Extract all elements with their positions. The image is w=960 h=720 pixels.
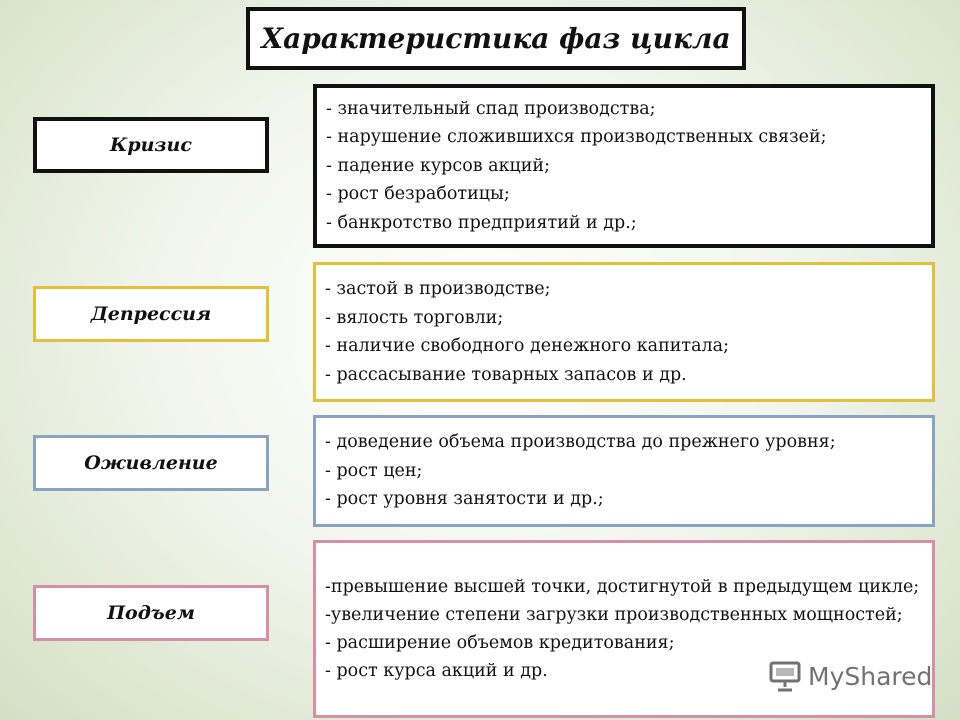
list-item: -превышение высшей точки, достигнутой в предыдущем цикле; (325, 577, 920, 597)
projector-screen-icon (768, 659, 802, 693)
list-item: - доведение объема производства до прежнего уровня; (325, 432, 836, 453)
phase-label-depression: Депрессия (33, 286, 269, 342)
crisis-list (326, 95, 919, 238)
phase-label-boom: Подъем (33, 585, 269, 641)
list-item: - рост безработицы; (326, 184, 510, 205)
list-item: - банкротство предприятий и др.; (326, 212, 637, 233)
phase-label-crisis: Кризис (33, 117, 269, 173)
watermark-text: MyShared (808, 661, 933, 691)
depression-list (325, 275, 920, 389)
list-item: - наличие свободного денежного капитала; (325, 336, 729, 356)
list-item: - падение курсов акций; (326, 155, 550, 176)
phase-description-depression (313, 262, 935, 402)
watermark-logo (768, 656, 932, 696)
list-item: - рост курса акций и др. (325, 661, 548, 681)
phase-description-recovery (313, 415, 935, 527)
list-item: - рост уровня занятости и др.; (325, 489, 604, 510)
list-item: - застой в производстве; (325, 279, 551, 299)
list-item: - рост цен; (325, 460, 423, 481)
page-title: Характеристика фаз цикла (246, 7, 746, 70)
list-item: - значительный спад производства; (326, 98, 656, 119)
list-item: - вялость торговли; (325, 307, 504, 328)
list-item: - расширение объемов кредитования; (325, 633, 675, 653)
phase-description-crisis (313, 84, 935, 248)
recovery-list (325, 428, 920, 514)
list-item: -увеличение степени загрузки производственных мощностей; (325, 605, 903, 625)
list-item: - рассасывание товарных запасов и др. (325, 364, 687, 385)
list-item: - нарушение сложившихся производственных связей; (326, 127, 827, 148)
phase-label-recovery: Оживление (33, 435, 269, 491)
